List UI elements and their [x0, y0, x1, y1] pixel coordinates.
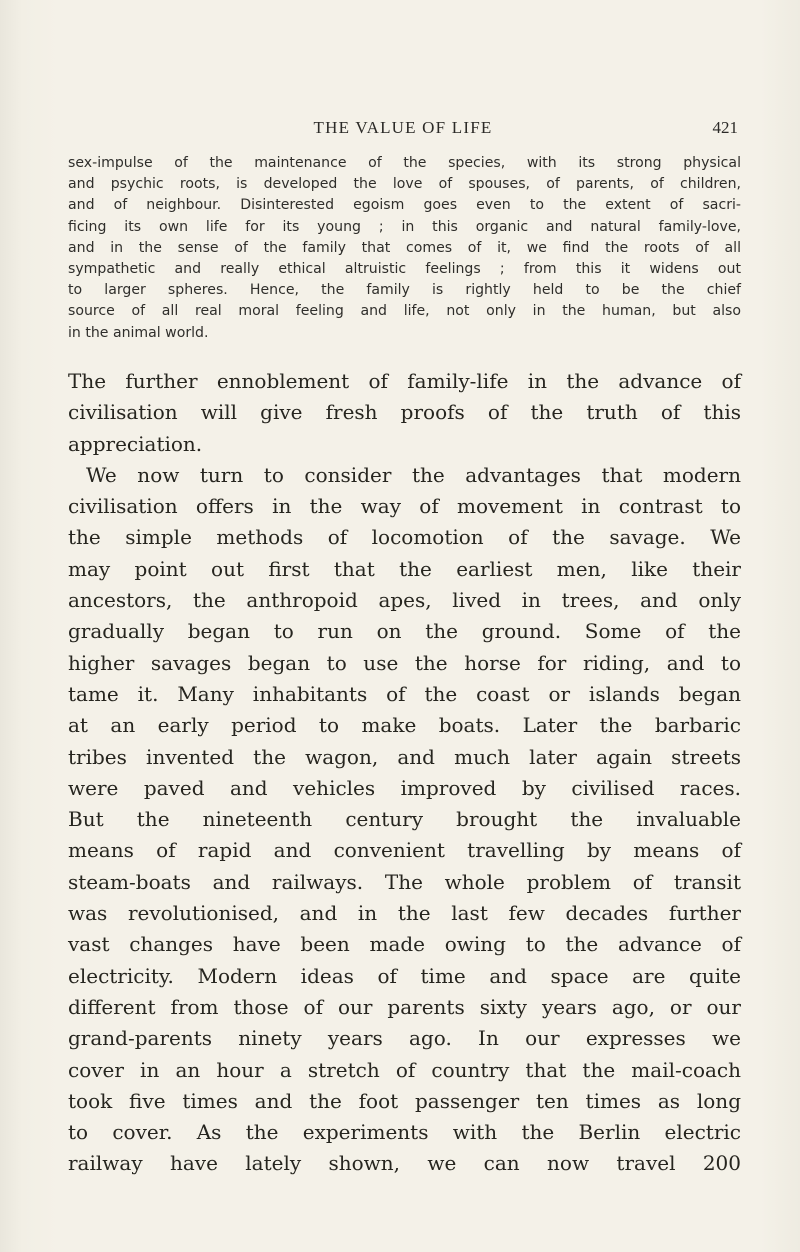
text-line: gradually began to run on the ground. Some of the: [68, 619, 741, 644]
text-line: source of all real moral feeling and life, not only in the human, but also: [68, 303, 741, 320]
text-line: took five times and the foot passenger ten times as long: [68, 1088, 741, 1113]
text-line: ancestors, the anthropoid apes, lived in trees, and only: [68, 588, 741, 613]
text-line: was revolutionised, and in the last few decades further: [68, 901, 741, 926]
text-line: electricity. Modern ideas of time and space are quite: [68, 963, 741, 988]
text-line: and of neighbour. Disinterested egoism goes even to the extent of sacri-: [68, 197, 741, 214]
text-line: and in the sense of the family that comes of it, we find the roots of all: [68, 239, 741, 256]
text-line: We now turn to consider the advantages that modern: [86, 462, 741, 487]
text-line: civilisation offers in the way of movement in contrast to: [68, 494, 741, 519]
text-line: and psychic roots, is developed the love of spouses, of parents, of children,: [68, 176, 741, 193]
text-line: But the nineteenth century brought the invaluable: [68, 807, 741, 832]
text-line: to larger spheres. Hence, the family is rightly held to be the chief: [68, 282, 741, 299]
text-line: the simple methods of locomotion of the savage. We: [68, 525, 741, 550]
text-line: in the animal world.: [68, 324, 209, 341]
text-line: were paved and vehicles improved by civilised races.: [68, 775, 741, 800]
text-line: vast changes have been made owing to the advance of: [68, 932, 741, 957]
body-text: [68, 366, 741, 1180]
running-header: [68, 118, 738, 148]
text-line: higher savages began to use the horse for riding, and to: [68, 650, 741, 675]
text-line: railway have lately shown, we can now travel 200: [68, 1151, 741, 1176]
text-line: sex-impulse of the maintenance of the species, with its strong physical: [68, 155, 741, 171]
text-line: ficing its own life for its young ; in this organic and natural family-love,: [68, 218, 741, 235]
text-line: to cover. As the experiments with the Berlin electric: [68, 1120, 741, 1145]
page-number: 421: [712, 118, 738, 137]
text-line: at an early period to make boats. Later the barbaric: [68, 713, 741, 738]
text-line: sympathetic and really ethical altruistic feelings ; from this it widens out: [68, 260, 741, 277]
text-line: steam-boats and railways. The whole problem of transit: [68, 869, 741, 894]
text-line: different from those of our parents sixty years ago, or our: [68, 994, 741, 1019]
running-title: THE VALUE OF LIFE: [313, 118, 493, 137]
text-line: grand-parents ninety years ago. In our expresses we: [68, 1026, 741, 1051]
text-line: civilisation will give fresh proofs of the truth of this: [68, 400, 741, 425]
text-line: appreciation.: [68, 431, 203, 456]
text-line: tribes invented the wagon, and much later again streets: [68, 744, 741, 769]
text-line: tame it. Many inhabitants of the coast or islands began: [68, 681, 741, 706]
text-line: The further ennoblement of family-life in the advance of: [68, 369, 741, 393]
text-line: means of rapid and convenient travelling by means of: [68, 838, 741, 863]
small-print-paragraph: [68, 153, 741, 344]
text-line: may point out first that the earliest men, like their: [68, 556, 741, 581]
text-line: cover in an hour a stretch of country that the mail-coach: [68, 1057, 741, 1082]
